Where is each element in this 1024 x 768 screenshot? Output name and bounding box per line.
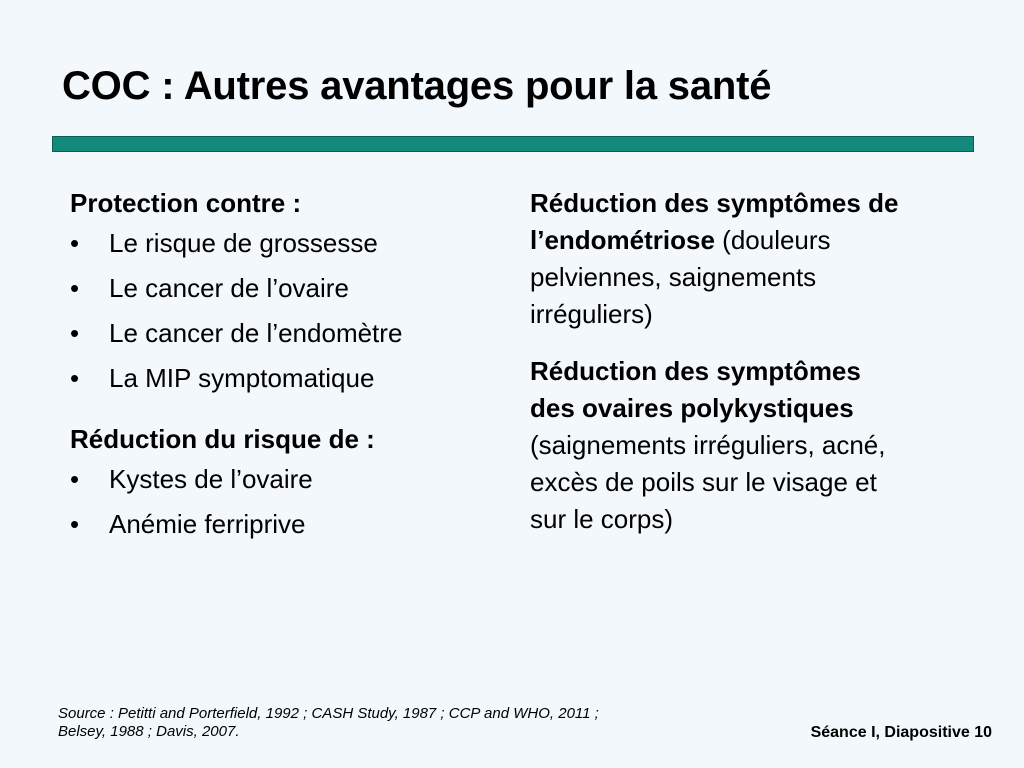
list-item <box>70 457 490 502</box>
pcos-heading: Réduction des symptômes des ovaires polykystiques <box>530 356 861 423</box>
endometriosis-paragraph <box>530 185 910 333</box>
bullet-icon: • <box>70 464 80 494</box>
protection-heading: Protection contre : <box>70 188 302 218</box>
list-item <box>70 356 490 401</box>
bullet-icon: • <box>70 363 80 393</box>
protection-list <box>70 221 490 401</box>
list-item <box>70 266 490 311</box>
protection-item-label: Le risque de grossesse <box>109 228 378 258</box>
risk-reduction-heading: Réduction du risque de : <box>70 424 375 454</box>
slide-number: Séance I, Diapositive 10 <box>810 724 992 741</box>
title-divider <box>52 136 974 152</box>
bullet-icon: • <box>70 318 80 348</box>
bullet-icon: • <box>70 228 80 258</box>
source-line: Belsey, 1988 ; Davis, 2007. <box>58 723 240 740</box>
source-line: Source : Petitti and Porterfield, 1992 ; CASH Study, 1987 ; CCP and WHO, 2011 ; <box>58 705 599 722</box>
slide-title: COC : Autres avantages pour la santé <box>62 64 772 108</box>
protection-item-label: Le cancer de l’endomètre <box>109 318 403 348</box>
risk-reduction-list <box>70 457 490 547</box>
source-citation <box>58 705 758 741</box>
pcos-paragraph <box>530 353 910 538</box>
list-item <box>70 221 490 266</box>
bullet-icon: • <box>70 273 80 303</box>
list-item <box>70 311 490 356</box>
left-column <box>70 185 490 547</box>
pcos-detail: (saignements irréguliers, acné, excès de poils sur le visage et sur le corps) <box>530 430 886 534</box>
endometriosis-detail: (douleurs pelviennes, saignements irréguliers) <box>530 225 831 329</box>
list-item <box>70 502 490 547</box>
protection-item-label: La MIP symptomatique <box>109 363 375 393</box>
bullet-icon: • <box>70 509 80 539</box>
endometriosis-heading: Réduction des symptômes de l’endométriose <box>530 188 899 255</box>
risk-item-label: Kystes de l’ovaire <box>109 464 313 494</box>
risk-item-label: Anémie ferriprive <box>109 509 306 539</box>
right-column <box>530 185 910 538</box>
protection-item-label: Le cancer de l’ovaire <box>109 273 349 303</box>
